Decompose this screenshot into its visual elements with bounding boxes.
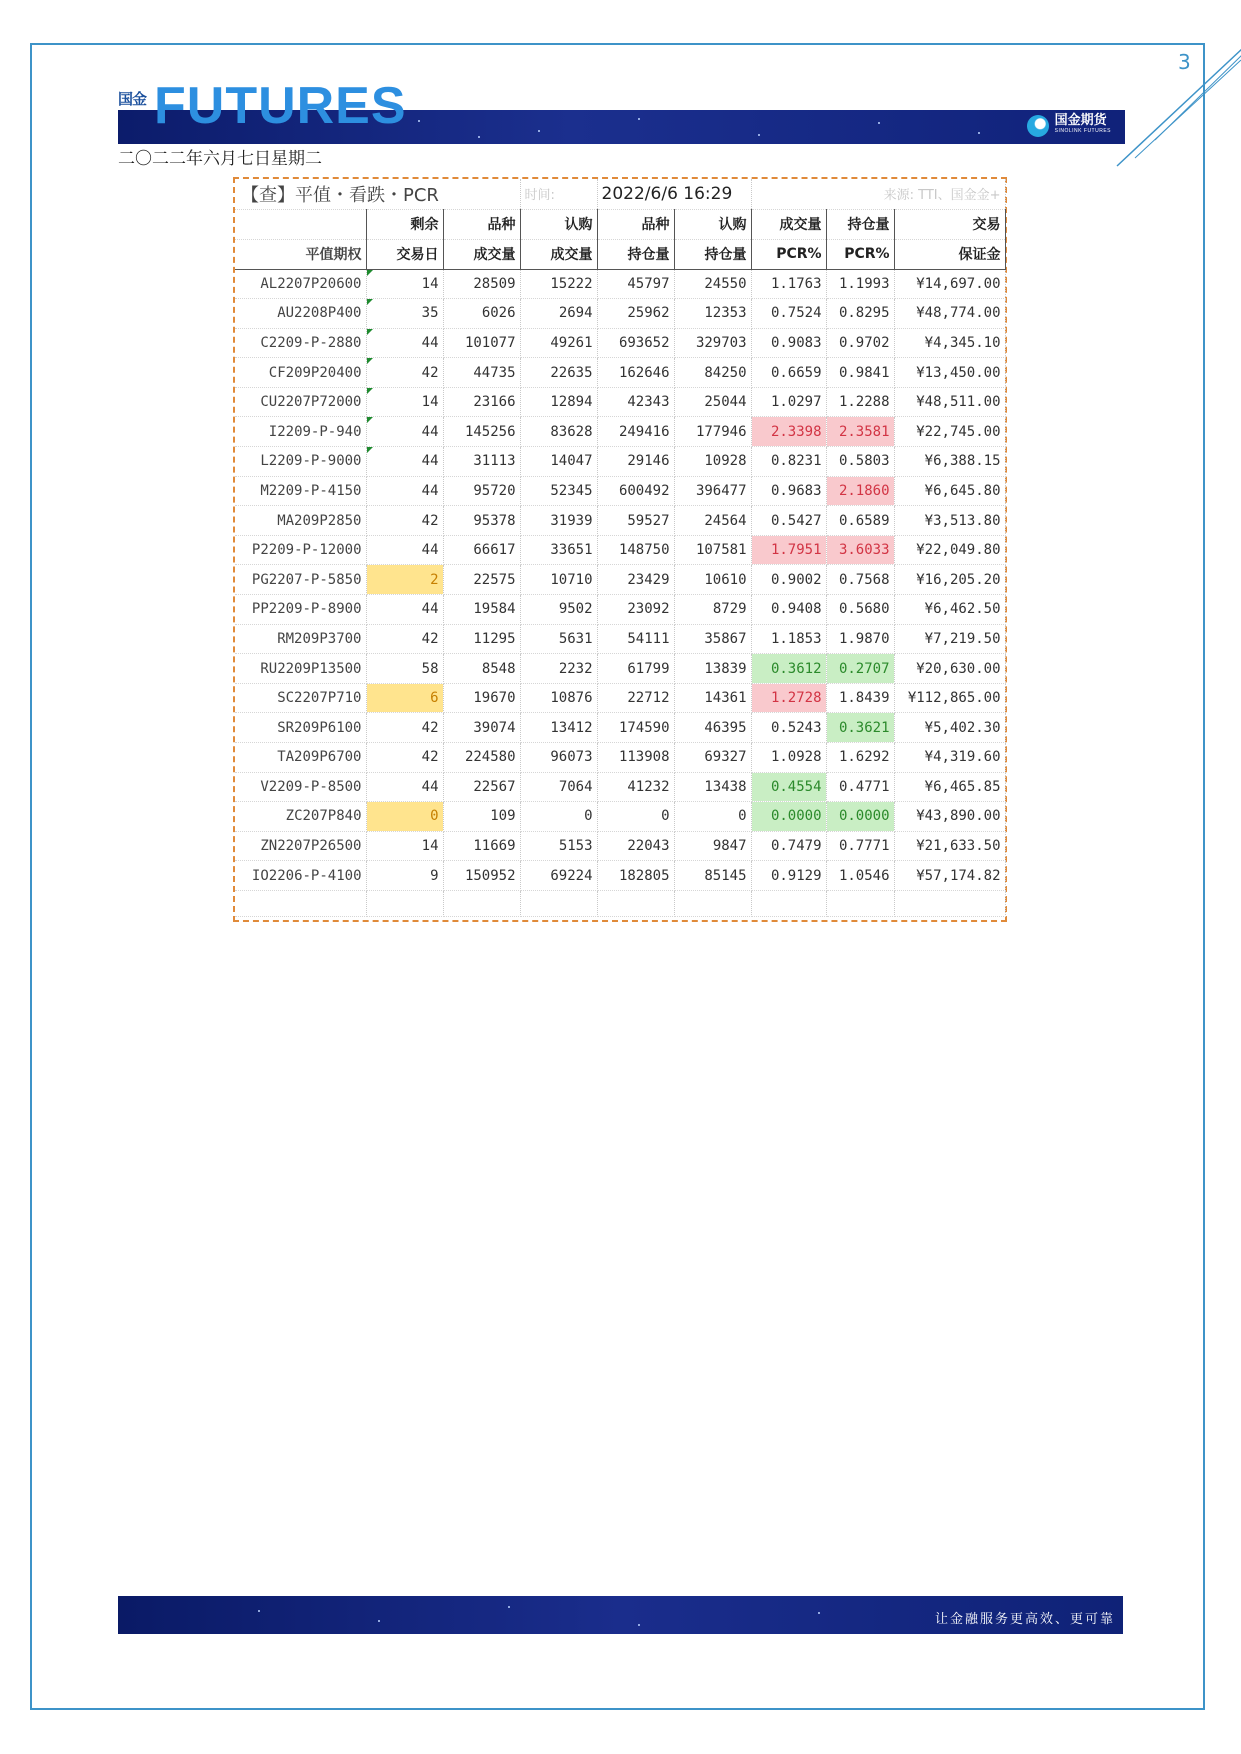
- table-cell: 8548: [443, 654, 520, 684]
- table-cell: 109: [443, 802, 520, 832]
- option-code-cell: L2209-P-9000: [235, 447, 366, 477]
- table-cell: 0.9408: [751, 595, 826, 625]
- table-cell: 0.7479: [751, 831, 826, 861]
- table-cell: ¥5,402.30: [894, 713, 1005, 743]
- table-cell: 1.1993: [826, 269, 894, 299]
- table-cell: 1.0297: [751, 387, 826, 417]
- header-cell: 交易: [894, 209, 1005, 239]
- table-row: [235, 299, 1005, 329]
- table-cell: 145256: [443, 417, 520, 447]
- table-cell: 14: [366, 269, 443, 299]
- footer-slogan: 让金融服务更高效、更可靠: [934, 1612, 1115, 1627]
- table-cell: 0.5680: [826, 595, 894, 625]
- table-cell: 42: [366, 358, 443, 388]
- table-cell: 249416: [597, 417, 674, 447]
- table-title: 【查】平值・看跌・PCR: [235, 179, 520, 209]
- table-row: [235, 654, 1005, 684]
- table-cell: 46395: [674, 713, 751, 743]
- table-cell: 44: [366, 447, 443, 477]
- table-cell: 9847: [674, 831, 751, 861]
- table-cell: 9502: [520, 595, 597, 625]
- option-code-cell: ZN2207P26500: [235, 831, 366, 861]
- table-cell: 2232: [520, 654, 597, 684]
- table-cell: 2: [366, 565, 443, 595]
- header-cell: 持仓量: [597, 239, 674, 269]
- option-code-cell: M2209-P-4150: [235, 476, 366, 506]
- table-cell: 22043: [597, 831, 674, 861]
- header-cell: 剩余: [366, 209, 443, 239]
- table-cell: 66617: [443, 535, 520, 565]
- table-cell: 13438: [674, 772, 751, 802]
- table-cell: 0.2707: [826, 654, 894, 684]
- table-cell: 25962: [597, 299, 674, 329]
- table-cell: 10876: [520, 683, 597, 713]
- table-cell: ¥43,890.00: [894, 802, 1005, 832]
- option-code-cell: SR209P6100: [235, 713, 366, 743]
- table-cell: 44: [366, 535, 443, 565]
- table-cell: 1.1853: [751, 624, 826, 654]
- sinolink-logo-icon: [1027, 115, 1049, 137]
- table-cell: 113908: [597, 743, 674, 773]
- table-cell: 28509: [443, 269, 520, 299]
- table-cell: 41232: [597, 772, 674, 802]
- table-row: [235, 861, 1005, 891]
- table-cell: 162646: [597, 358, 674, 388]
- table-cell: 42: [366, 624, 443, 654]
- option-code-cell: SC2207P710: [235, 683, 366, 713]
- footer-band: [118, 1596, 1123, 1634]
- table-row: [235, 506, 1005, 536]
- table-cell: 0.5427: [751, 506, 826, 536]
- table-cell: 22635: [520, 358, 597, 388]
- header-cell: 成交量: [520, 239, 597, 269]
- table-cell: 24550: [674, 269, 751, 299]
- option-code-cell: MA209P2850: [235, 506, 366, 536]
- table-cell: 0.8295: [826, 299, 894, 329]
- table-cell: 0.9083: [751, 328, 826, 358]
- table-cell: 1.0928: [751, 743, 826, 773]
- table-cell: 0: [597, 802, 674, 832]
- table-row: [235, 358, 1005, 388]
- header-cell: 认购: [674, 209, 751, 239]
- table-cell: 1.0546: [826, 861, 894, 891]
- table-cell: 35867: [674, 624, 751, 654]
- empty-row: [235, 890, 1005, 916]
- table-cell: ¥6,465.85: [894, 772, 1005, 802]
- brand-name-cn: 国金期货: [1054, 113, 1107, 128]
- option-code-cell: AL2207P20600: [235, 269, 366, 299]
- table-cell: 101077: [443, 328, 520, 358]
- table-cell: 44: [366, 772, 443, 802]
- table-cell: 0: [520, 802, 597, 832]
- table-cell: 10710: [520, 565, 597, 595]
- option-code-cell: PG2207-P-5850: [235, 565, 366, 595]
- table-cell: 1.1763: [751, 269, 826, 299]
- table-row: [235, 624, 1005, 654]
- option-code-cell: PP2209-P-8900: [235, 595, 366, 625]
- table-cell: 95720: [443, 476, 520, 506]
- table-cell: 1.6292: [826, 743, 894, 773]
- table-cell: 0.9002: [751, 565, 826, 595]
- table-cell: 0.6589: [826, 506, 894, 536]
- table-cell: 0.9841: [826, 358, 894, 388]
- table-cell: 2.3398: [751, 417, 826, 447]
- table-cell: 49261: [520, 328, 597, 358]
- brand-logo: [1027, 115, 1111, 137]
- timestamp: 2022/6/6 16:29: [597, 179, 751, 209]
- header-cell: 品种: [597, 209, 674, 239]
- table-cell: 25044: [674, 387, 751, 417]
- table-cell: ¥7,219.50: [894, 624, 1005, 654]
- table-cell: 14047: [520, 447, 597, 477]
- option-code-cell: TA209P6700: [235, 743, 366, 773]
- table-cell: 12894: [520, 387, 597, 417]
- table-cell: ¥48,774.00: [894, 299, 1005, 329]
- table-cell: 10928: [674, 447, 751, 477]
- table-cell: 44: [366, 595, 443, 625]
- table-cell: 13839: [674, 654, 751, 684]
- table-cell: 24564: [674, 506, 751, 536]
- table-cell: 61799: [597, 654, 674, 684]
- table-cell: 35: [366, 299, 443, 329]
- table-cell: 22567: [443, 772, 520, 802]
- table-cell: 0: [366, 802, 443, 832]
- option-code-cell: AU2208P400: [235, 299, 366, 329]
- table-cell: ¥6,645.80: [894, 476, 1005, 506]
- pcr-table-container: [233, 177, 1007, 922]
- table-cell: 95378: [443, 506, 520, 536]
- table-cell: 2.3581: [826, 417, 894, 447]
- header-cell: [235, 209, 366, 239]
- table-cell: 23166: [443, 387, 520, 417]
- table-cell: 69327: [674, 743, 751, 773]
- table-cell: 11669: [443, 831, 520, 861]
- table-cell: 29146: [597, 447, 674, 477]
- table-cell: ¥22,049.80: [894, 535, 1005, 565]
- table-cell: 224580: [443, 743, 520, 773]
- source-label: 来源: TTI、国金金+: [751, 179, 1005, 209]
- table-cell: 10610: [674, 565, 751, 595]
- table-cell: ¥3,513.80: [894, 506, 1005, 536]
- corner-decoration: [1115, 40, 1241, 170]
- table-cell: 0: [674, 802, 751, 832]
- table-row: [235, 595, 1005, 625]
- table-cell: 19584: [443, 595, 520, 625]
- table-cell: ¥6,388.15: [894, 447, 1005, 477]
- report-date: 二〇二二年六月七日星期二: [118, 149, 322, 169]
- table-cell: 14: [366, 831, 443, 861]
- brand-name-en: SINOLINK FUTURES: [1054, 128, 1111, 134]
- table-cell: 14361: [674, 683, 751, 713]
- table-cell: 0.5803: [826, 447, 894, 477]
- time-label: 时间:: [520, 179, 597, 209]
- table-cell: 54111: [597, 624, 674, 654]
- table-row: [235, 328, 1005, 358]
- option-code-cell: V2209-P-8500: [235, 772, 366, 802]
- table-cell: ¥57,174.82: [894, 861, 1005, 891]
- table-cell: 0.3612: [751, 654, 826, 684]
- table-cell: 15222: [520, 269, 597, 299]
- header-cell: 认购: [520, 209, 597, 239]
- table-cell: 84250: [674, 358, 751, 388]
- table-cell: 2694: [520, 299, 597, 329]
- table-cell: 0.0000: [751, 802, 826, 832]
- table-cell: 0.7524: [751, 299, 826, 329]
- header-cell: 品种: [443, 209, 520, 239]
- table-cell: 69224: [520, 861, 597, 891]
- table-cell: 8729: [674, 595, 751, 625]
- table-row: [235, 387, 1005, 417]
- pcr-table: [235, 179, 1006, 917]
- table-row: [235, 417, 1005, 447]
- table-cell: 42: [366, 713, 443, 743]
- table-cell: 33651: [520, 535, 597, 565]
- table-cell: 31939: [520, 506, 597, 536]
- header-cell: PCR%: [751, 239, 826, 269]
- header-row-1: [235, 209, 1005, 239]
- table-cell: 182805: [597, 861, 674, 891]
- table-cell: 19670: [443, 683, 520, 713]
- option-code-cell: IO2206-P-4100: [235, 861, 366, 891]
- table-cell: ¥48,511.00: [894, 387, 1005, 417]
- table-cell: 14: [366, 387, 443, 417]
- table-cell: ¥13,450.00: [894, 358, 1005, 388]
- table-cell: 6026: [443, 299, 520, 329]
- table-cell: 44: [366, 417, 443, 447]
- table-cell: 148750: [597, 535, 674, 565]
- table-cell: 45797: [597, 269, 674, 299]
- table-cell: 22575: [443, 565, 520, 595]
- page-number: 3: [1178, 50, 1191, 74]
- table-cell: 2.1860: [826, 476, 894, 506]
- table-cell: 1.7951: [751, 535, 826, 565]
- option-code-cell: CU2207P72000: [235, 387, 366, 417]
- table-cell: 0.7771: [826, 831, 894, 861]
- table-cell: 693652: [597, 328, 674, 358]
- table-cell: 9: [366, 861, 443, 891]
- table-cell: 44: [366, 328, 443, 358]
- table-title-row: [235, 179, 1005, 209]
- table-cell: 107581: [674, 535, 751, 565]
- table-row: [235, 269, 1005, 299]
- table-cell: 0.9683: [751, 476, 826, 506]
- table-cell: 39074: [443, 713, 520, 743]
- table-cell: ¥4,345.10: [894, 328, 1005, 358]
- table-row: [235, 772, 1005, 802]
- table-cell: 1.2728: [751, 683, 826, 713]
- table-cell: ¥112,865.00: [894, 683, 1005, 713]
- table-cell: 0.4771: [826, 772, 894, 802]
- table-cell: 177946: [674, 417, 751, 447]
- table-body: [235, 269, 1005, 916]
- table-cell: 1.9870: [826, 624, 894, 654]
- table-cell: 22712: [597, 683, 674, 713]
- table-row: [235, 565, 1005, 595]
- option-code-cell: I2209-P-940: [235, 417, 366, 447]
- table-cell: 31113: [443, 447, 520, 477]
- table-cell: 174590: [597, 713, 674, 743]
- header-cell: 持仓量: [674, 239, 751, 269]
- table-cell: 0.9702: [826, 328, 894, 358]
- table-cell: ¥6,462.50: [894, 595, 1005, 625]
- table-cell: 6: [366, 683, 443, 713]
- table-row: [235, 831, 1005, 861]
- table-cell: 13412: [520, 713, 597, 743]
- table-cell: 0.8231: [751, 447, 826, 477]
- table-cell: ¥4,319.60: [894, 743, 1005, 773]
- header-row-2: [235, 239, 1005, 269]
- table-cell: 96073: [520, 743, 597, 773]
- table-cell: 0.9129: [751, 861, 826, 891]
- table-cell: 3.6033: [826, 535, 894, 565]
- table-cell: 52345: [520, 476, 597, 506]
- table-cell: 59527: [597, 506, 674, 536]
- table-cell: 1.8439: [826, 683, 894, 713]
- table-cell: 44735: [443, 358, 520, 388]
- table-cell: 1.2288: [826, 387, 894, 417]
- header-cell: 成交量: [443, 239, 520, 269]
- header-cell: 成交量: [751, 209, 826, 239]
- table-cell: 5153: [520, 831, 597, 861]
- table-row: [235, 535, 1005, 565]
- table-cell: 83628: [520, 417, 597, 447]
- table-cell: 58: [366, 654, 443, 684]
- table-cell: ¥20,630.00: [894, 654, 1005, 684]
- header-cell: 交易日: [366, 239, 443, 269]
- header-cell: PCR%: [826, 239, 894, 269]
- table-cell: 0.0000: [826, 802, 894, 832]
- table-cell: 0.4554: [751, 772, 826, 802]
- table-cell: ¥21,633.50: [894, 831, 1005, 861]
- table-cell: 44: [366, 476, 443, 506]
- table-cell: 85145: [674, 861, 751, 891]
- header-cell: 持仓量: [826, 209, 894, 239]
- table-cell: 600492: [597, 476, 674, 506]
- table-row: [235, 802, 1005, 832]
- table-cell: 7064: [520, 772, 597, 802]
- table-cell: 23429: [597, 565, 674, 595]
- table-cell: 0.5243: [751, 713, 826, 743]
- table-cell: 0.6659: [751, 358, 826, 388]
- header-cell: 保证金: [894, 239, 1005, 269]
- table-cell: 0.3621: [826, 713, 894, 743]
- table-cell: 42343: [597, 387, 674, 417]
- table-cell: ¥14,697.00: [894, 269, 1005, 299]
- table-cell: 23092: [597, 595, 674, 625]
- table-cell: 0.7568: [826, 565, 894, 595]
- table-cell: 42: [366, 506, 443, 536]
- table-row: [235, 683, 1005, 713]
- option-code-cell: RU2209P13500: [235, 654, 366, 684]
- table-cell: 329703: [674, 328, 751, 358]
- table-cell: ¥16,205.20: [894, 565, 1005, 595]
- logo-futures: FUTURES: [154, 77, 407, 135]
- option-code-cell: P2209-P-12000: [235, 535, 366, 565]
- table-cell: 150952: [443, 861, 520, 891]
- table-cell: ¥22,745.00: [894, 417, 1005, 447]
- table-row: [235, 713, 1005, 743]
- option-code-cell: RM209P3700: [235, 624, 366, 654]
- table-cell: 42: [366, 743, 443, 773]
- table-row: [235, 743, 1005, 773]
- option-code-cell: ZC207P840: [235, 802, 366, 832]
- option-code-cell: CF209P20400: [235, 358, 366, 388]
- table-cell: 396477: [674, 476, 751, 506]
- table-cell: 11295: [443, 624, 520, 654]
- option-code-cell: C2209-P-2880: [235, 328, 366, 358]
- table-cell: 12353: [674, 299, 751, 329]
- logo-chinese: 国金: [118, 90, 147, 108]
- table-row: [235, 476, 1005, 506]
- header-cell: 平值期权: [235, 239, 366, 269]
- table-row: [235, 447, 1005, 477]
- table-cell: 5631: [520, 624, 597, 654]
